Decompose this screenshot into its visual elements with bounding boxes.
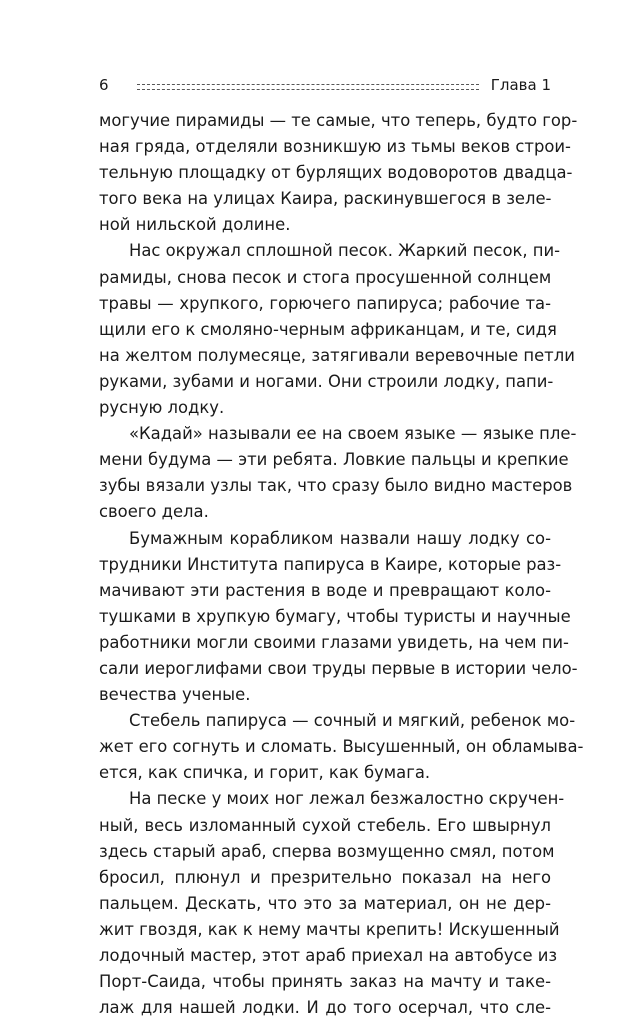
text-line: ный, весь изломанный сухой стебель. Его швырнул <box>99 815 551 835</box>
text-line: тельную площадку от бурлящих водоворотов двадца- <box>99 163 573 183</box>
text-line: ется, как спичка, и горит, как бумага. <box>99 763 431 783</box>
text-line: жет его согнуть и сломать. Высушенный, он обламыва- <box>99 737 584 757</box>
text-line: вечества ученые. <box>99 685 251 705</box>
text-line: ной нильской долине. <box>99 215 291 235</box>
body-text <box>99 108 584 1021</box>
page-number: 6 <box>99 76 109 94</box>
text-line: на желтом полумесяце, затягивали веревочные петли <box>99 345 575 365</box>
text-line: щили его к смоляно-черным африканцам, и те, сидя <box>99 319 557 339</box>
text-line: Стебель папируса — сочный и мягкий, ребенок мо- <box>129 711 576 731</box>
text-line: лаж для нашей лодки. И до того осерчал, что сле- <box>99 998 551 1018</box>
text-line: работники могли своими глазами увидеть, на чем пи- <box>99 632 569 652</box>
text-line: ная гряда, отделяли возникшую из тьмы веков строи- <box>99 137 571 157</box>
text-line: мачивают эти растения в воде и превращают коло- <box>99 580 551 600</box>
text-line: тушками в хрупкую бумагу, чтобы туристы и научные <box>99 606 571 626</box>
text-line: лодочный мастер, этот араб приехал на автобусе из <box>99 946 558 965</box>
text-line: могучие пирамиды — те самые, что теперь, будто гор- <box>99 111 578 130</box>
text-line: зубы вязали узлы так, что сразу было видно мастеров <box>99 476 573 496</box>
text-line: На песке у моих ног лежал безжалостно скручен- <box>129 789 565 809</box>
text-line: бросил, плюнул и презрительно показал на него <box>99 867 551 887</box>
text-line: мени будума — эти ребята. Ловкие пальцы и крепкие <box>99 450 569 470</box>
text-line: того века на улицах Каира, раскинувшегося в зеле- <box>99 189 552 209</box>
chapter-title: Глава 1 <box>490 76 551 94</box>
text-line: Бумажным корабликом назвали нашу лодку со- <box>129 528 551 548</box>
text-line: Порт-Саида, чтобы принять заказ на мачту и таке- <box>99 972 551 992</box>
running-header <box>99 74 551 96</box>
text-line: «Кадай» называли ее на своем языке — языке пле- <box>129 424 577 444</box>
text-line: Нас окружал сплошной песок. Жаркий песок, пи- <box>129 241 561 261</box>
text-line: своего дела. <box>99 502 209 522</box>
text-line: рамиды, снова песок и стога просушенной солнцем <box>99 267 552 287</box>
text-line: руками, зубами и ногами. Они строили лодку, папи- <box>99 371 554 391</box>
text-line: сали иероглифами свои труды первые в истории чело- <box>99 658 578 678</box>
text-line: здесь старый араб, сперва возмущенно смял, потом <box>99 841 555 861</box>
text-line: травы — хрупкого, горючего папируса; рабочие та- <box>99 293 551 313</box>
header-wavy-rule <box>137 84 479 90</box>
text-line: пальцем. Дескать, что это за материал, он не дер- <box>99 893 551 913</box>
text-line: трудники Института папируса в Каире, которые раз- <box>99 554 562 574</box>
text-line: русную лодку. <box>99 398 225 418</box>
text-line: жит гвоздя, как к нему мачты крепить! Искушенный <box>99 919 560 939</box>
